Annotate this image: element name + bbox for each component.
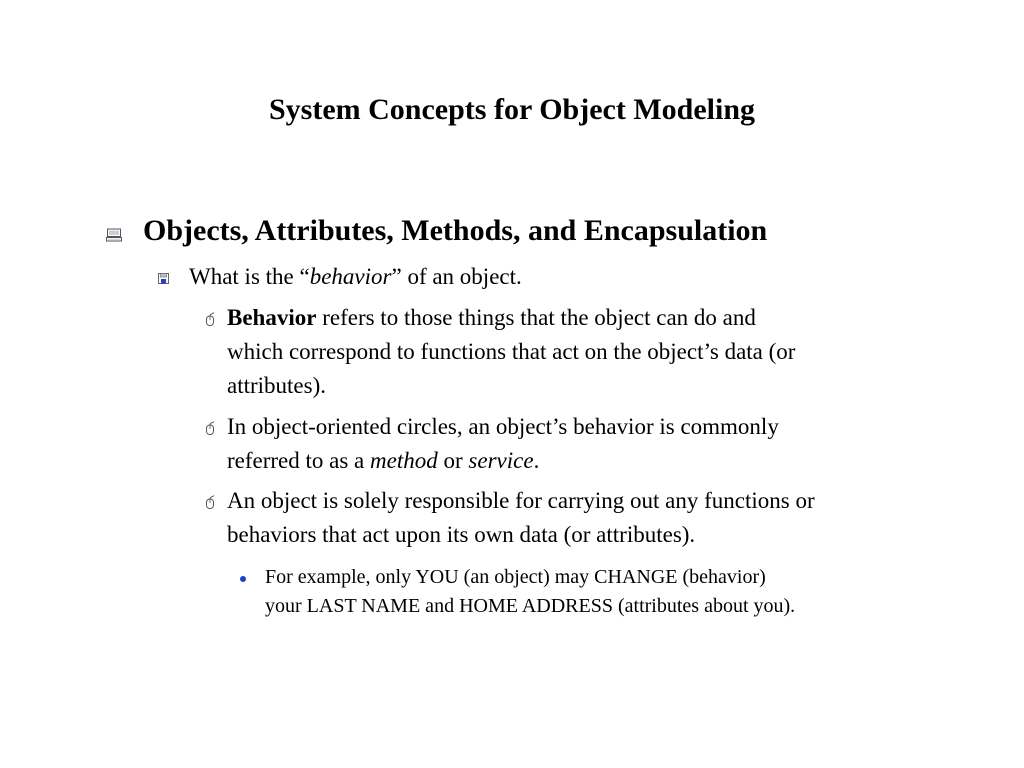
behavior-point-line-2: which correspond to functions that act on the object’s data (or [227, 339, 796, 364]
floppy-disk-icon [158, 273, 169, 284]
method-point-line-1: In object-oriented circles, an object’s behavior is commonly [227, 414, 779, 439]
mouse-icon [204, 495, 216, 509]
example-line-2: your LAST NAME and HOME ADDRESS (attributes about you). [265, 595, 796, 617]
responsibility-point-line-2: behaviors that act upon its own data (or attributes). [227, 522, 696, 547]
mouse-icon [204, 312, 216, 326]
mouse-icon [204, 421, 216, 435]
method-point-line-2: referred to as a method or service. [227, 448, 540, 473]
section-heading: Objects, Attributes, Methods, and Encapsulation [143, 214, 768, 247]
behavior-point-line-1: Behavior refers to those things that the object can do and [227, 305, 756, 330]
bullet-dot [240, 576, 246, 582]
slide-title: System Concepts for Object Modeling [268, 93, 756, 126]
question-line: What is the “behavior” of an object. [189, 264, 522, 289]
responsibility-point-line-1: An object is solely responsible for carrying out any functions or [227, 488, 815, 513]
example-line-1: For example, only YOU (an object) may CHANGE (behavior) [265, 566, 766, 588]
computer-icon [106, 228, 122, 242]
behavior-point-line-3: attributes). [227, 373, 326, 398]
